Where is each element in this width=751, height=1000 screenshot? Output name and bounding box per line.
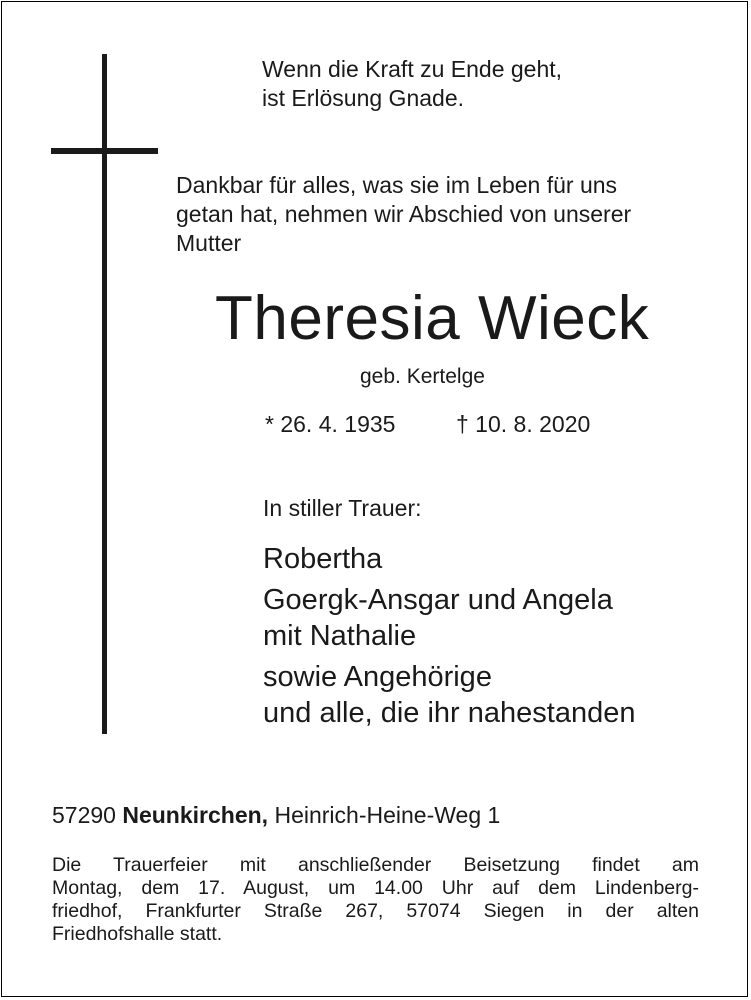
family-member: Goergk-Ansgar und Angela xyxy=(263,584,613,616)
intro-text xyxy=(176,171,704,258)
address-street: Heinrich-Heine-Weg 1 xyxy=(274,802,501,828)
intro-line: Mutter xyxy=(176,230,242,256)
death-date: † 10. 8. 2020 xyxy=(456,411,591,437)
mourning-heading: In stiller Trauer: xyxy=(263,495,422,521)
motto-line: Wenn die Kraft zu Ende geht, xyxy=(262,56,563,82)
address xyxy=(52,801,500,829)
address-postcode: 57290 xyxy=(52,802,116,828)
intro-line: Dankbar für alles, was sie im Leben für uns xyxy=(176,172,618,198)
cross-icon-vertical xyxy=(102,54,107,734)
family-member: Robertha xyxy=(263,543,383,575)
family-member: sowie Angehörige xyxy=(263,661,492,693)
motto-line: ist Erlösung Gnade. xyxy=(262,85,465,111)
intro-line: getan hat, nehmen wir Abschied von unserer xyxy=(176,201,632,227)
family-list xyxy=(263,541,635,731)
family-member: und alle, die ihr nahestanden xyxy=(263,697,636,729)
service-line: friedhof, Frankfurter Straße 267, 57074 Siegen in der alten xyxy=(52,900,699,922)
cross-icon-horizontal xyxy=(51,148,158,154)
address-city: Neunkirchen, xyxy=(122,802,269,828)
deceased-name: Theresia Wieck xyxy=(215,284,650,353)
family-member: mit Nathalie xyxy=(263,620,417,652)
service-info xyxy=(52,854,699,946)
service-line: Die Trauerfeier mit anschließender Beisetzung findet am xyxy=(52,854,699,876)
birth-name: geb. Kertelge xyxy=(360,365,485,388)
motto xyxy=(262,55,562,113)
birth-date: * 26. 4. 1935 xyxy=(265,411,396,437)
service-line: Montag, dem 17. August, um 14.00 Uhr auf dem Lindenberg- xyxy=(52,877,699,899)
service-line: Friedhofshalle statt. xyxy=(52,923,223,945)
